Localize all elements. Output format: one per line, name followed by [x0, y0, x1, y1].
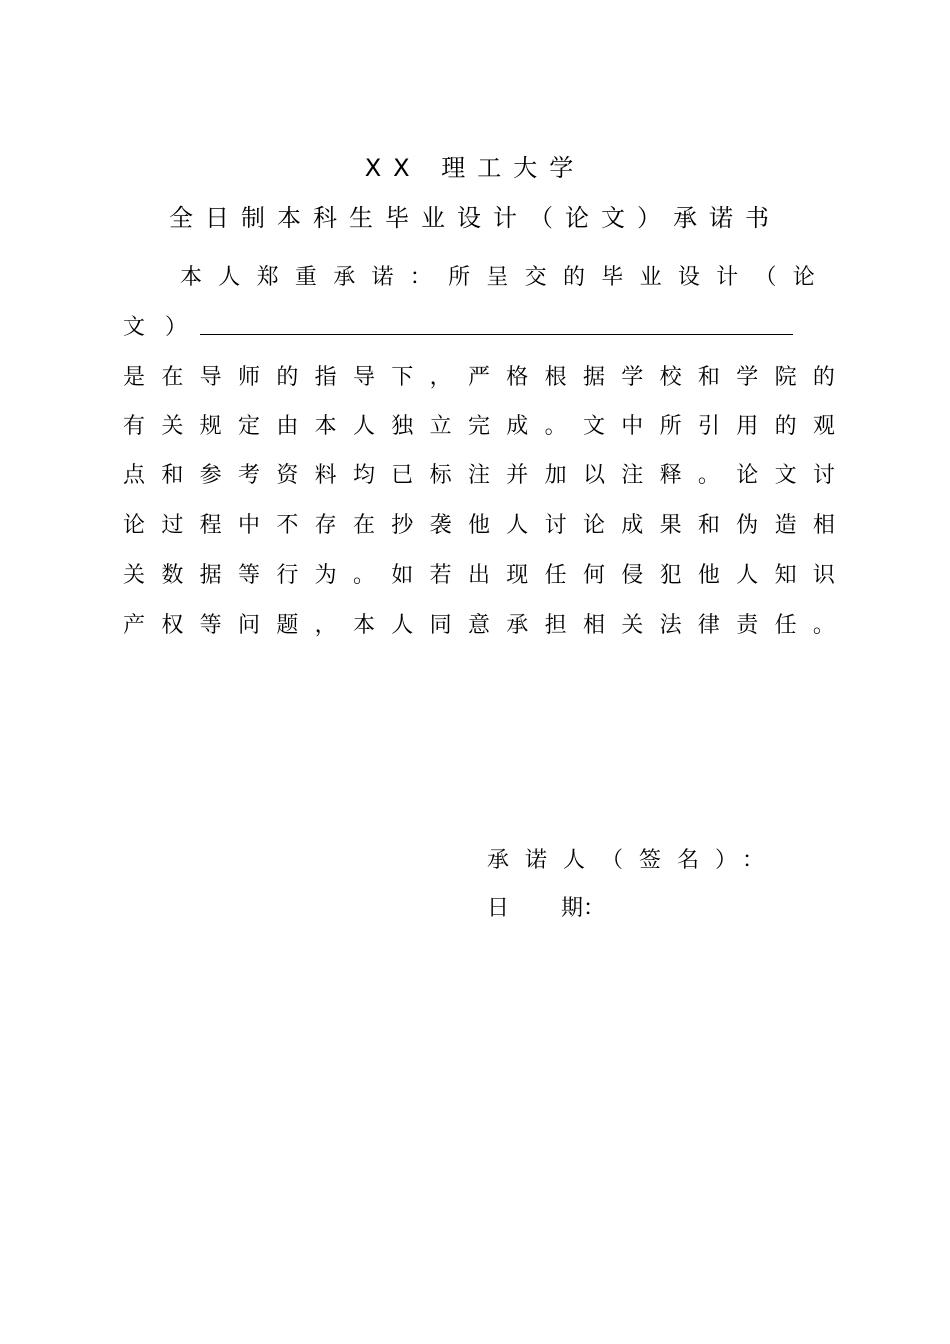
body-char: 郑 [256, 264, 279, 290]
body-line-5 [123, 458, 835, 488]
body-char: 等 [199, 612, 222, 638]
body-char: 本 [180, 264, 203, 290]
body-char: 过 [161, 512, 184, 538]
signer-label: 承诺人（签名）： [487, 848, 781, 873]
body-char: 观 [812, 413, 835, 439]
body-char: 师 [237, 364, 260, 390]
body-char: 何 [582, 562, 605, 588]
body-char: 立 [429, 413, 452, 439]
body-line-7 [123, 558, 835, 588]
body-char: 参 [199, 462, 222, 488]
body-char: 在 [161, 364, 184, 390]
body-char: 论 [123, 512, 146, 538]
body-char: 伪 [736, 512, 759, 538]
body-char: 中 [237, 512, 260, 538]
body-char: 呈 [486, 264, 509, 290]
document-title: 全日制本科生毕业设计（论文）承诺书 [169, 204, 781, 232]
body-line-6 [123, 508, 835, 538]
body-char: 学 [736, 364, 759, 390]
body-char: 识 [812, 562, 835, 588]
body-char: 的 [562, 264, 585, 290]
body-char: 严 [467, 364, 490, 390]
body-char: 料 [314, 462, 337, 488]
body-char: 是 [123, 364, 146, 390]
body-char: 中 [621, 413, 644, 439]
body-char: 数 [161, 562, 184, 588]
body-char: 律 [697, 612, 720, 638]
body-char: 释 [659, 462, 682, 488]
body-char: 校 [659, 364, 682, 390]
body-char: 资 [276, 462, 299, 488]
body-line-1 [180, 260, 815, 290]
body-char: ： [409, 264, 432, 290]
date-label-part-1: 日 [487, 896, 510, 921]
body-line-2: 文） [123, 315, 208, 340]
body-char: 论 [582, 512, 605, 538]
body-char: 担 [544, 612, 567, 638]
body-char: 导 [352, 364, 375, 390]
body-char: 和 [161, 462, 184, 488]
body-char: 承 [333, 264, 356, 290]
body-char: 产 [123, 612, 146, 638]
body-char: 关 [621, 612, 644, 638]
body-char: 人 [506, 512, 529, 538]
body-char: 人 [218, 264, 241, 290]
body-char: 定 [237, 413, 260, 439]
university-name: XX 理工大学 [364, 154, 586, 182]
body-char: （ [754, 264, 777, 290]
body-char: 犯 [659, 562, 682, 588]
body-char: 所 [448, 264, 471, 290]
body-char: 论 [792, 264, 815, 290]
body-char: 人 [352, 413, 375, 439]
body-char: 设 [677, 264, 700, 290]
body-char: 计 [716, 264, 739, 290]
body-char: 袭 [429, 512, 452, 538]
body-char: 。 [812, 612, 835, 638]
body-line-3 [123, 360, 835, 390]
body-char: 存 [314, 512, 337, 538]
body-char: 考 [237, 462, 260, 488]
body-char: 根 [544, 364, 567, 390]
body-char: 的 [774, 413, 797, 439]
body-char: 并 [506, 462, 529, 488]
body-char: 知 [774, 562, 797, 588]
body-char: 所 [659, 413, 682, 439]
body-char: 导 [199, 364, 222, 390]
body-char: 法 [659, 612, 682, 638]
body-char: 成 [621, 512, 644, 538]
body-char: ， [314, 612, 337, 638]
body-char: 独 [391, 413, 414, 439]
body-char: 关 [123, 562, 146, 588]
body-char: 成 [506, 413, 529, 439]
body-char: 学 [621, 364, 644, 390]
body-char: 问 [237, 612, 260, 638]
body-char: 不 [276, 512, 299, 538]
date-label [487, 891, 605, 922]
body-char: ， [429, 364, 452, 390]
body-char: 用 [736, 413, 759, 439]
body-char: 题 [276, 612, 299, 638]
body-char: 侵 [621, 562, 644, 588]
body-char: 文 [774, 462, 797, 488]
body-char: 毕 [601, 264, 624, 290]
body-char: 规 [199, 413, 222, 439]
body-char: 权 [161, 612, 184, 638]
body-char: 本 [352, 612, 375, 638]
body-line-4 [123, 409, 835, 439]
body-char: 行 [276, 562, 299, 588]
body-char: 指 [314, 364, 337, 390]
body-char: 交 [524, 264, 547, 290]
body-char: 重 [294, 264, 317, 290]
body-char: 相 [582, 612, 605, 638]
body-char: 意 [467, 612, 490, 638]
body-char: 注 [467, 462, 490, 488]
body-char: 文 [582, 413, 605, 439]
body-char: 出 [467, 562, 490, 588]
body-char: 相 [812, 512, 835, 538]
body-char: 格 [506, 364, 529, 390]
body-char: 均 [352, 462, 375, 488]
body-char: 。 [352, 562, 375, 588]
body-char: 他 [697, 562, 720, 588]
body-char: 程 [199, 512, 222, 538]
body-char: 人 [736, 562, 759, 588]
body-char: 已 [391, 462, 414, 488]
body-char: 院 [774, 364, 797, 390]
body-char: 以 [582, 462, 605, 488]
body-char: 。 [544, 413, 567, 439]
body-char: 任 [544, 562, 567, 588]
body-char: 注 [621, 462, 644, 488]
body-char: 人 [391, 612, 414, 638]
body-char: 诺 [371, 264, 394, 290]
body-char: 引 [697, 413, 720, 439]
body-char: 如 [391, 562, 414, 588]
body-char: 在 [352, 512, 375, 538]
date-label-part-2: 期： [561, 896, 606, 921]
body-char: 责 [736, 612, 759, 638]
body-char: 任 [774, 612, 797, 638]
body-char: 关 [161, 413, 184, 439]
body-char: 的 [812, 364, 835, 390]
body-char: 的 [276, 364, 299, 390]
body-char: 据 [582, 364, 605, 390]
body-char: 标 [429, 462, 452, 488]
body-char: 由 [276, 413, 299, 439]
body-char: 论 [736, 462, 759, 488]
thesis-title-field[interactable] [200, 334, 793, 335]
body-char: 承 [506, 612, 529, 638]
body-char: 讨 [544, 512, 567, 538]
body-char: 抄 [391, 512, 414, 538]
body-char: 业 [639, 264, 662, 290]
body-char: 点 [123, 462, 146, 488]
body-char: 果 [659, 512, 682, 538]
body-line-8 [123, 608, 835, 638]
body-char: 有 [123, 413, 146, 439]
body-char: 完 [467, 413, 490, 439]
body-char: 现 [506, 562, 529, 588]
body-char: 等 [237, 562, 260, 588]
body-char: 本 [314, 413, 337, 439]
body-char: 加 [544, 462, 567, 488]
body-char: 造 [774, 512, 797, 538]
body-char: 据 [199, 562, 222, 588]
body-char: 和 [697, 512, 720, 538]
body-char: 同 [429, 612, 452, 638]
body-char: 和 [697, 364, 720, 390]
body-char: 。 [697, 462, 720, 488]
body-char: 为 [314, 562, 337, 588]
body-char: 讨 [812, 462, 835, 488]
body-char: 下 [391, 364, 414, 390]
body-char: 他 [467, 512, 490, 538]
body-char: 若 [429, 562, 452, 588]
